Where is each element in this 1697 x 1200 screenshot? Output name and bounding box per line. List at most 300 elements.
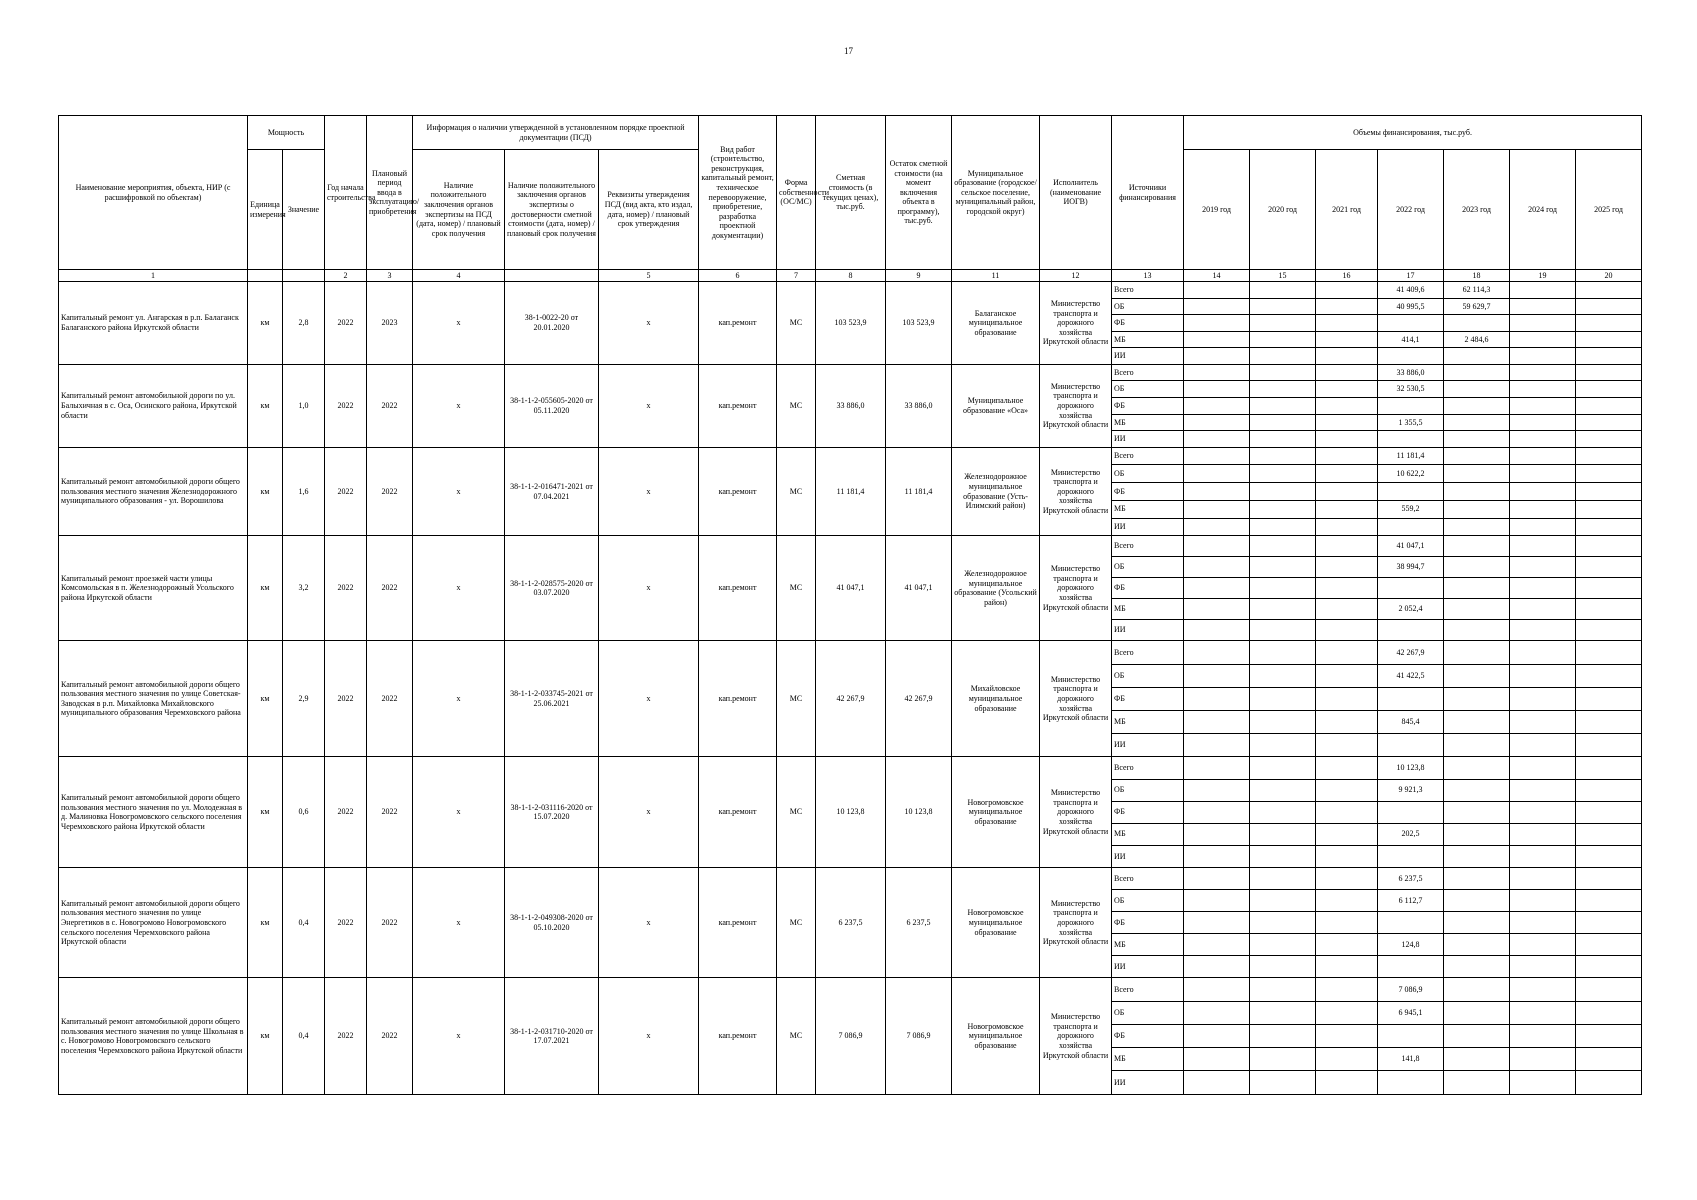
funding-value-2021 [1316, 1071, 1378, 1095]
cost-expertise-cell: 38-1-0022-20 от 20.01.2020 [505, 282, 599, 365]
funding-value-2024 [1510, 465, 1576, 483]
funding-value-2019 [1184, 282, 1250, 299]
unit-cell: км [248, 536, 283, 641]
value-cell: 3,2 [283, 536, 325, 641]
funding-value-2022 [1378, 483, 1444, 501]
funding-source: ОБ [1112, 890, 1184, 912]
funding-value-2025 [1576, 331, 1642, 348]
header-year-2023: 2023 год [1444, 150, 1510, 270]
funding-value-2023 [1444, 500, 1510, 518]
funding-value-2024 [1510, 620, 1576, 641]
funding-value-2020 [1250, 364, 1316, 381]
funding-value-2022 [1378, 398, 1444, 415]
funding-value-2023 [1444, 348, 1510, 365]
header-psd-expertise: Наличие положительного заключения органов экспертизы на ПСД (дата, номер) / плановый срок получения [413, 150, 505, 270]
column-number: 19 [1510, 270, 1576, 282]
funding-value-2021 [1316, 734, 1378, 757]
unit-cell: км [248, 282, 283, 365]
funding-value-2022: 7 086,9 [1378, 978, 1444, 1001]
ownership-cell: МС [777, 364, 816, 447]
remaining-cost-cell: 41 047,1 [886, 536, 952, 641]
funding-value-2024 [1510, 398, 1576, 415]
funding-value-2023 [1444, 912, 1510, 934]
funding-source: ОБ [1112, 298, 1184, 315]
funding-source: ИИ [1112, 845, 1184, 867]
project-name: Капитальный ремонт автомобильной дороги общего пользования местного значения по улице Энергетиков в с. Новогромово Новогромовского сельского поселения Черемховского района Иркутской области [59, 867, 248, 978]
funding-value-2025 [1576, 398, 1642, 415]
municipality-cell: Железнодорожное муниципальное образование (Усть-Илимский район) [952, 447, 1040, 535]
funding-value-2025 [1576, 620, 1642, 641]
column-number: 4 [413, 270, 505, 282]
financing-table [58, 115, 1642, 1095]
funding-value-2022 [1378, 801, 1444, 823]
funding-value-2025 [1576, 801, 1642, 823]
column-number-row [59, 270, 1642, 282]
funding-value-2022: 845,4 [1378, 710, 1444, 733]
psd-expertise-cell: х [413, 447, 505, 535]
funding-value-2025 [1576, 599, 1642, 620]
header-plan-period: Плановый период ввода в эксплуатацию/приобретения [367, 116, 413, 270]
funding-value-2024 [1510, 431, 1576, 448]
funding-value-2020 [1250, 956, 1316, 978]
funding-value-2021 [1316, 315, 1378, 332]
funding-value-2025 [1576, 348, 1642, 365]
funding-value-2019 [1184, 398, 1250, 415]
work-type-cell: кап.ремонт [699, 757, 777, 868]
funding-value-2025 [1576, 734, 1642, 757]
project-name: Капитальный ремонт автомобильной дороги по ул. Балыхичная в с. Оса, Осинского района, Иркутской области [59, 364, 248, 447]
funding-value-2022 [1378, 1024, 1444, 1047]
funding-value-2020 [1250, 1048, 1316, 1071]
funding-value-2020 [1250, 381, 1316, 398]
table-row [59, 536, 1642, 557]
funding-value-2022: 42 267,9 [1378, 641, 1444, 664]
funding-value-2023 [1444, 1024, 1510, 1047]
funding-value-2021 [1316, 978, 1378, 1001]
header-municipality: Муниципальное образование (городское/сельское поселение, муниципальный район, городской округ) [952, 116, 1040, 270]
funding-value-2023 [1444, 664, 1510, 687]
funding-value-2023 [1444, 956, 1510, 978]
value-cell: 1,0 [283, 364, 325, 447]
table-row [59, 867, 1642, 889]
funding-value-2023 [1444, 620, 1510, 641]
funding-value-2020 [1250, 282, 1316, 299]
funding-value-2024 [1510, 687, 1576, 710]
column-number: 5 [599, 270, 699, 282]
funding-value-2024 [1510, 557, 1576, 578]
funding-value-2025 [1576, 282, 1642, 299]
funding-value-2025 [1576, 381, 1642, 398]
unit-cell: км [248, 364, 283, 447]
table-row [59, 757, 1642, 779]
funding-value-2020 [1250, 414, 1316, 431]
funding-value-2021 [1316, 331, 1378, 348]
funding-value-2021 [1316, 823, 1378, 845]
funding-value-2020 [1250, 465, 1316, 483]
funding-value-2019 [1184, 956, 1250, 978]
funding-value-2022 [1378, 687, 1444, 710]
value-cell: 1,6 [283, 447, 325, 535]
funding-value-2024 [1510, 664, 1576, 687]
funding-value-2024 [1510, 315, 1576, 332]
funding-value-2025 [1576, 518, 1642, 536]
funding-value-2020 [1250, 331, 1316, 348]
plan-year-cell: 2022 [367, 867, 413, 978]
funding-value-2022: 9 921,3 [1378, 779, 1444, 801]
funding-value-2021 [1316, 912, 1378, 934]
funding-value-2019 [1184, 710, 1250, 733]
funding-value-2025 [1576, 578, 1642, 599]
funding-source: МБ [1112, 599, 1184, 620]
column-number: 12 [1040, 270, 1112, 282]
funding-value-2022: 11 181,4 [1378, 447, 1444, 465]
funding-source: ИИ [1112, 1071, 1184, 1095]
funding-value-2019 [1184, 1048, 1250, 1071]
funding-value-2023 [1444, 687, 1510, 710]
column-number: 13 [1112, 270, 1184, 282]
project-name: Капитальный ремонт проезжей части улицы Комсомольская в п. Железнодорожный Усольского района Иркутской области [59, 536, 248, 641]
funding-value-2025 [1576, 1001, 1642, 1024]
funding-value-2025 [1576, 536, 1642, 557]
funding-value-2022: 41 409,6 [1378, 282, 1444, 299]
funding-source: Всего [1112, 536, 1184, 557]
value-cell: 0,4 [283, 867, 325, 978]
funding-value-2023 [1444, 398, 1510, 415]
header-name: Наименование мероприятия, объекта, НИР (с расшифровкой по объектам) [59, 116, 248, 270]
column-number [283, 270, 325, 282]
funding-value-2022: 414,1 [1378, 331, 1444, 348]
cost-expertise-cell: 38-1-1-2-033745-2021 от 25.06.2021 [505, 641, 599, 757]
funding-source: Всего [1112, 641, 1184, 664]
funding-value-2019 [1184, 315, 1250, 332]
funding-value-2020 [1250, 912, 1316, 934]
work-type-cell: кап.ремонт [699, 867, 777, 978]
funding-value-2023 [1444, 518, 1510, 536]
funding-value-2021 [1316, 500, 1378, 518]
psd-expertise-cell: х [413, 978, 505, 1095]
column-number: 8 [816, 270, 886, 282]
funding-value-2024 [1510, 890, 1576, 912]
funding-value-2021 [1316, 447, 1378, 465]
funding-value-2023 [1444, 1048, 1510, 1071]
funding-value-2019 [1184, 483, 1250, 501]
remaining-cost-cell: 7 086,9 [886, 978, 952, 1095]
funding-value-2024 [1510, 331, 1576, 348]
funding-value-2021 [1316, 845, 1378, 867]
funding-value-2025 [1576, 1048, 1642, 1071]
header-remaining-cost: Остаток сметной стоимости (на момент включения объекта в программу), тыс.руб. [886, 116, 952, 270]
psd-expertise-cell: х [413, 536, 505, 641]
plan-year-cell: 2022 [367, 978, 413, 1095]
municipality-cell: Балаганское муниципальное образование [952, 282, 1040, 365]
remaining-cost-cell: 6 237,5 [886, 867, 952, 978]
cost-expertise-cell: 38-1-1-2-031710-2020 от 17.07.2021 [505, 978, 599, 1095]
funding-source: МБ [1112, 823, 1184, 845]
funding-value-2022: 40 995,5 [1378, 298, 1444, 315]
funding-value-2025 [1576, 431, 1642, 448]
funding-value-2021 [1316, 465, 1378, 483]
funding-value-2020 [1250, 431, 1316, 448]
psd-expertise-cell: х [413, 364, 505, 447]
work-type-cell: кап.ремонт [699, 978, 777, 1095]
funding-value-2024 [1510, 483, 1576, 501]
funding-value-2022: 6 237,5 [1378, 867, 1444, 889]
work-type-cell: кап.ремонт [699, 282, 777, 365]
funding-value-2024 [1510, 956, 1576, 978]
funding-value-2025 [1576, 978, 1642, 1001]
funding-value-2023 [1444, 801, 1510, 823]
funding-value-2019 [1184, 500, 1250, 518]
funding-value-2019 [1184, 599, 1250, 620]
funding-value-2022 [1378, 620, 1444, 641]
funding-value-2024 [1510, 364, 1576, 381]
estimated-cost-cell: 7 086,9 [816, 978, 886, 1095]
funding-value-2025 [1576, 364, 1642, 381]
funding-value-2024 [1510, 912, 1576, 934]
funding-value-2019 [1184, 779, 1250, 801]
funding-value-2020 [1250, 687, 1316, 710]
funding-value-2024 [1510, 801, 1576, 823]
funding-value-2022: 41 047,1 [1378, 536, 1444, 557]
funding-value-2020 [1250, 710, 1316, 733]
cost-expertise-cell: 38-1-1-2-049308-2020 от 05.10.2020 [505, 867, 599, 978]
funding-value-2021 [1316, 483, 1378, 501]
funding-value-2021 [1316, 599, 1378, 620]
funding-value-2021 [1316, 398, 1378, 415]
funding-value-2024 [1510, 1048, 1576, 1071]
psd-approval-cell: х [599, 641, 699, 757]
funding-value-2025 [1576, 912, 1642, 934]
funding-source: Всего [1112, 757, 1184, 779]
funding-value-2022 [1378, 431, 1444, 448]
project-name: Капитальный ремонт автомобильной дороги общего пользования местного значения Железнодорожного муниципального образования - ул. Ворошилова [59, 447, 248, 535]
header-year-2021: 2021 год [1316, 150, 1378, 270]
column-number: 2 [325, 270, 367, 282]
funding-value-2019 [1184, 890, 1250, 912]
funding-value-2024 [1510, 779, 1576, 801]
funding-value-2025 [1576, 779, 1642, 801]
funding-source: ФБ [1112, 483, 1184, 501]
plan-year-cell: 2022 [367, 641, 413, 757]
municipality-cell: Железнодорожное муниципальное образование (Усольский район) [952, 536, 1040, 641]
funding-value-2024 [1510, 757, 1576, 779]
psd-approval-cell: х [599, 757, 699, 868]
funding-source: ФБ [1112, 801, 1184, 823]
cost-expertise-cell: 38-1-1-2-028575-2020 от 03.07.2020 [505, 536, 599, 641]
funding-value-2021 [1316, 414, 1378, 431]
table-body [59, 282, 1642, 1095]
funding-value-2024 [1510, 599, 1576, 620]
start-year-cell: 2022 [325, 978, 367, 1095]
funding-value-2025 [1576, 641, 1642, 664]
funding-value-2020 [1250, 867, 1316, 889]
funding-value-2020 [1250, 664, 1316, 687]
table-row [59, 364, 1642, 381]
funding-value-2021 [1316, 934, 1378, 956]
funding-value-2020 [1250, 398, 1316, 415]
funding-value-2021 [1316, 956, 1378, 978]
funding-value-2021 [1316, 890, 1378, 912]
cost-expertise-cell: 38-1-1-2-055605-2020 от 05.11.2020 [505, 364, 599, 447]
funding-source: ОБ [1112, 381, 1184, 398]
funding-source: ОБ [1112, 557, 1184, 578]
funding-value-2025 [1576, 315, 1642, 332]
funding-value-2021 [1316, 431, 1378, 448]
funding-value-2025 [1576, 447, 1642, 465]
funding-value-2024 [1510, 845, 1576, 867]
funding-source: ИИ [1112, 734, 1184, 757]
funding-value-2020 [1250, 734, 1316, 757]
ownership-cell: МС [777, 536, 816, 641]
funding-value-2025 [1576, 664, 1642, 687]
funding-value-2021 [1316, 518, 1378, 536]
funding-source: Всего [1112, 867, 1184, 889]
funding-value-2024 [1510, 978, 1576, 1001]
funding-source: ФБ [1112, 687, 1184, 710]
funding-value-2019 [1184, 414, 1250, 431]
remaining-cost-cell: 103 523,9 [886, 282, 952, 365]
plan-year-cell: 2022 [367, 757, 413, 868]
funding-value-2025 [1576, 867, 1642, 889]
funding-value-2023 [1444, 536, 1510, 557]
funding-source: ИИ [1112, 518, 1184, 536]
funding-value-2025 [1576, 956, 1642, 978]
funding-source: ИИ [1112, 956, 1184, 978]
funding-value-2023 [1444, 364, 1510, 381]
header-sources: Источники финансирования [1112, 116, 1184, 270]
funding-value-2020 [1250, 620, 1316, 641]
header-year-2025: 2025 год [1576, 150, 1642, 270]
header-year-2024: 2024 год [1510, 150, 1576, 270]
funding-value-2023: 62 114,3 [1444, 282, 1510, 299]
funding-value-2023 [1444, 710, 1510, 733]
funding-value-2020 [1250, 578, 1316, 599]
funding-value-2021 [1316, 779, 1378, 801]
funding-value-2019 [1184, 801, 1250, 823]
remaining-cost-cell: 33 886,0 [886, 364, 952, 447]
work-type-cell: кап.ремонт [699, 536, 777, 641]
header-power: Мощность [248, 116, 325, 150]
column-number: 9 [886, 270, 952, 282]
funding-source: ОБ [1112, 1001, 1184, 1024]
header-work-type: Вид работ (строительство, реконструкция, капитальный ремонт, техническое перевооружение, приобретение, разработка проектной документации) [699, 116, 777, 270]
ownership-cell: МС [777, 867, 816, 978]
funding-value-2022: 38 994,7 [1378, 557, 1444, 578]
funding-source: МБ [1112, 1048, 1184, 1071]
funding-value-2022: 202,5 [1378, 823, 1444, 845]
funding-value-2025 [1576, 483, 1642, 501]
estimated-cost-cell: 33 886,0 [816, 364, 886, 447]
funding-value-2021 [1316, 536, 1378, 557]
project-name: Капитальный ремонт автомобильной дороги общего пользования местного значения по улице Школьная в с. Новогромово Новогромовского сельского поселения Черемховского района Иркутской области [59, 978, 248, 1095]
executor-cell: Министерство транспорта и дорожного хозяйства Иркутской области [1040, 641, 1112, 757]
plan-year-cell: 2022 [367, 364, 413, 447]
column-number: 18 [1444, 270, 1510, 282]
funding-value-2024 [1510, 447, 1576, 465]
funding-value-2022 [1378, 956, 1444, 978]
funding-value-2024 [1510, 867, 1576, 889]
funding-source: Всего [1112, 282, 1184, 299]
funding-value-2019 [1184, 867, 1250, 889]
funding-value-2019 [1184, 381, 1250, 398]
funding-value-2019 [1184, 934, 1250, 956]
funding-value-2020 [1250, 447, 1316, 465]
column-number: 17 [1378, 270, 1444, 282]
funding-value-2021 [1316, 282, 1378, 299]
funding-value-2019 [1184, 348, 1250, 365]
funding-value-2023 [1444, 867, 1510, 889]
estimated-cost-cell: 41 047,1 [816, 536, 886, 641]
funding-source: МБ [1112, 710, 1184, 733]
psd-approval-cell: х [599, 867, 699, 978]
funding-value-2020 [1250, 348, 1316, 365]
funding-value-2025 [1576, 687, 1642, 710]
executor-cell: Министерство транспорта и дорожного хозяйства Иркутской области [1040, 757, 1112, 868]
funding-value-2021 [1316, 687, 1378, 710]
funding-value-2022: 141,8 [1378, 1048, 1444, 1071]
table-row [59, 641, 1642, 664]
funding-value-2025 [1576, 757, 1642, 779]
funding-value-2019 [1184, 465, 1250, 483]
executor-cell: Министерство транспорта и дорожного хозяйства Иркутской области [1040, 536, 1112, 641]
funding-value-2025 [1576, 845, 1642, 867]
executor-cell: Министерство транспорта и дорожного хозяйства Иркутской области [1040, 282, 1112, 365]
funding-source: ИИ [1112, 348, 1184, 365]
header-estimated-cost: Сметная стоимость (в текущих ценах), тыс.руб. [816, 116, 886, 270]
funding-value-2025 [1576, 1071, 1642, 1095]
psd-approval-cell: х [599, 447, 699, 535]
funding-value-2025 [1576, 298, 1642, 315]
unit-cell: км [248, 757, 283, 868]
plan-year-cell: 2022 [367, 536, 413, 641]
ownership-cell: МС [777, 447, 816, 535]
funding-value-2025 [1576, 934, 1642, 956]
table-row [59, 978, 1642, 1001]
funding-source: ФБ [1112, 398, 1184, 415]
funding-value-2023 [1444, 599, 1510, 620]
unit-cell: км [248, 867, 283, 978]
funding-value-2021 [1316, 710, 1378, 733]
psd-approval-cell: х [599, 282, 699, 365]
table-row [59, 447, 1642, 465]
funding-value-2024 [1510, 578, 1576, 599]
funding-value-2021 [1316, 381, 1378, 398]
unit-cell: км [248, 978, 283, 1095]
funding-value-2023 [1444, 1001, 1510, 1024]
remaining-cost-cell: 10 123,8 [886, 757, 952, 868]
funding-source: ИИ [1112, 431, 1184, 448]
funding-value-2024 [1510, 282, 1576, 299]
funding-value-2020 [1250, 1024, 1316, 1047]
cost-expertise-cell: 38-1-1-2-016471-2021 от 07.04.2021 [505, 447, 599, 535]
funding-value-2020 [1250, 641, 1316, 664]
estimated-cost-cell: 10 123,8 [816, 757, 886, 868]
funding-value-2020 [1250, 757, 1316, 779]
funding-value-2020 [1250, 298, 1316, 315]
funding-value-2019 [1184, 518, 1250, 536]
funding-value-2022: 1 355,5 [1378, 414, 1444, 431]
executor-cell: Министерство транспорта и дорожного хозяйства Иркутской области [1040, 447, 1112, 535]
funding-value-2023 [1444, 890, 1510, 912]
psd-expertise-cell: х [413, 641, 505, 757]
funding-value-2020 [1250, 315, 1316, 332]
funding-value-2023 [1444, 641, 1510, 664]
remaining-cost-cell: 42 267,9 [886, 641, 952, 757]
column-number: 7 [777, 270, 816, 282]
psd-expertise-cell: х [413, 867, 505, 978]
funding-value-2020 [1250, 779, 1316, 801]
funding-value-2024 [1510, 298, 1576, 315]
